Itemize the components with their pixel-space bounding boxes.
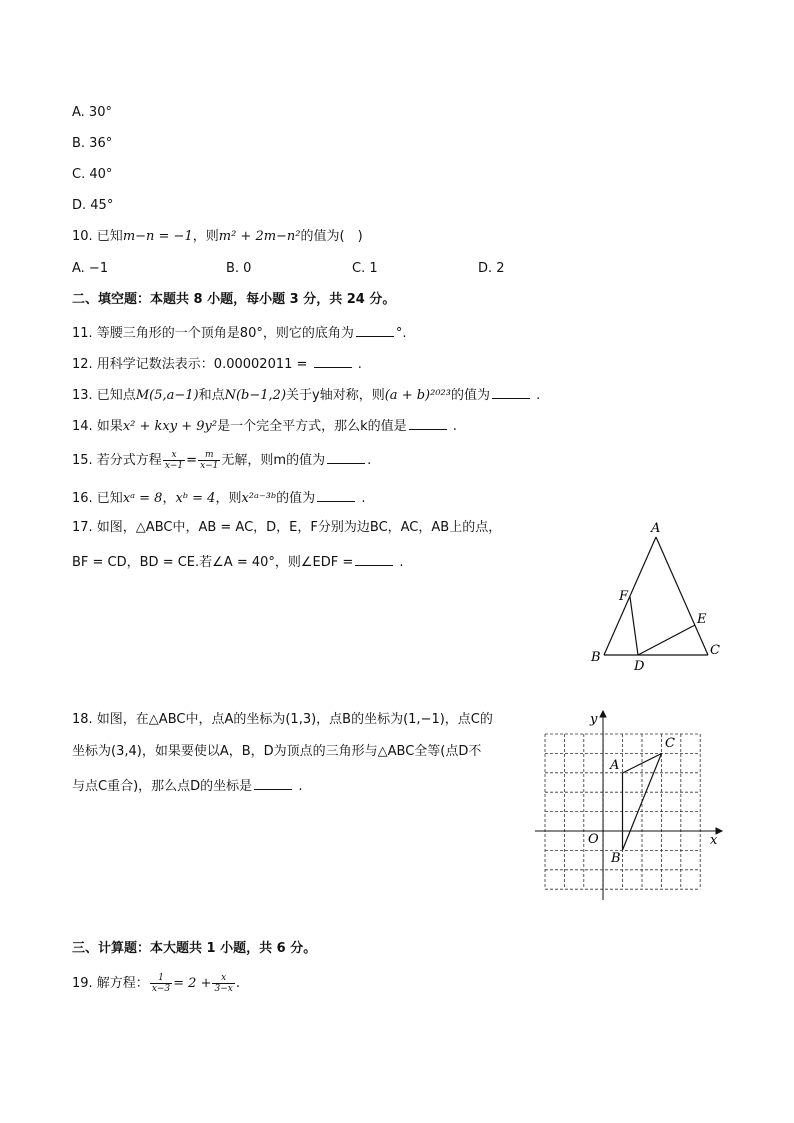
q17-segment-de xyxy=(638,625,695,655)
q16-expr-2: xᵇ = 4 xyxy=(175,491,216,506)
q15-fraction-1 xyxy=(163,450,185,471)
q13-answer-blank xyxy=(492,384,530,399)
q17-line-1: 17. 如图，△ABC中，AB = AC，D，E，F分别为边BC，AC，AB上的点， xyxy=(72,520,502,535)
q17-label-c: C xyxy=(710,643,720,658)
q16-pre: 16. 已知 xyxy=(72,491,123,506)
q14-answer-blank xyxy=(409,415,447,430)
question-15 xyxy=(72,449,371,471)
q18-coordinate-figure xyxy=(530,705,730,905)
q16-post: 的值为 xyxy=(276,491,316,506)
q10-option-c: C. 1 xyxy=(352,261,378,276)
q18-label-y: y xyxy=(590,712,598,727)
q10-expression: m² + 2m−n² xyxy=(218,229,301,244)
section-3-heading: 三、计算题：本大题共 1 小题，共 6 分。 xyxy=(72,941,317,956)
option-c: C. 40° xyxy=(72,167,113,182)
q16-end: . xyxy=(361,491,366,506)
q19-f1-numerator: 1 xyxy=(150,973,172,984)
q11-end: °. xyxy=(395,326,407,341)
q15-pre: 15. 若分式方程 xyxy=(72,453,162,468)
q17-side-ac xyxy=(656,537,708,655)
q15-answer-blank xyxy=(327,449,365,464)
q16-sep: ， xyxy=(162,491,176,506)
q18-label-b: B xyxy=(611,851,621,866)
question-16 xyxy=(72,487,365,508)
q15-post: 无解，则m的值为 xyxy=(221,453,326,468)
q10-stem-mid: ，则 xyxy=(192,229,219,244)
q18-label-c: C xyxy=(665,736,675,751)
q14-pre: 14. 如果 xyxy=(72,419,123,434)
q19-middle: = 2 + xyxy=(173,976,212,991)
question-14 xyxy=(72,415,457,436)
q15-f2-numerator: m xyxy=(198,450,220,461)
section-2-heading: 二、填空题：本题共 8 小题，每小题 3 分，共 24 分。 xyxy=(72,292,396,307)
q18-end: . xyxy=(298,779,303,794)
option-d: D. 45° xyxy=(72,198,114,213)
q13-expression: (a + b)²⁰²³ xyxy=(384,388,451,403)
q17-label-a: A xyxy=(651,521,661,536)
q17-label-d: D xyxy=(634,659,645,674)
q17-line-2: BF = CD，BD = CE.若∠A = 40°，则∠EDF = xyxy=(72,555,354,570)
q13-pre: 13. 已知点 xyxy=(72,388,136,403)
q14-expression: x² + kxy + 9y² xyxy=(122,419,218,434)
q16-expr-1: xᵃ = 8 xyxy=(122,491,163,506)
q12-text: 12. 用科学记数法表示：0.00002011 = xyxy=(72,357,308,372)
q19-pre: 19. 解方程： xyxy=(72,976,149,991)
q12-end: . xyxy=(357,357,362,372)
q19-end: . xyxy=(235,976,240,991)
question-17-line-2 xyxy=(72,551,404,572)
q18-line-1: 18. 如图，在△ABC中，点A的坐标为(1,3)，点B的坐标为(1,−1)，点C的 xyxy=(72,712,493,727)
q18-line-2: 坐标为(3,4)，如果要使以A，B，D为顶点的三角形与△ABC全等(点D不 xyxy=(72,744,482,759)
q11-answer-blank xyxy=(356,322,394,337)
q11-text: 11. 等腰三角形的一个顶角是80°，则它的底角为 xyxy=(72,326,354,341)
q10-condition: m−n = −1 xyxy=(122,229,193,244)
q16-expr-3: x²ᵃ⁻³ᵇ xyxy=(241,491,277,506)
q15-f2-denominator: x−1 xyxy=(200,461,219,471)
q10-option-b: B. 0 xyxy=(226,261,252,276)
q13-post: 的值为 xyxy=(450,388,490,403)
q16-mid: ，则 xyxy=(215,491,242,506)
q15-f1-numerator: x xyxy=(163,450,185,461)
q19-fraction-1 xyxy=(150,973,172,994)
question-18-line-3 xyxy=(72,775,302,796)
q15-equals: = xyxy=(186,453,198,468)
q17-label-e: E xyxy=(697,612,707,627)
question-10 xyxy=(72,228,363,246)
q16-answer-blank xyxy=(317,487,355,502)
q10-option-d: D. 2 xyxy=(478,261,505,276)
q14-mid: 是一个完全平方式，那么k的值是 xyxy=(217,419,407,434)
q15-fraction-2 xyxy=(198,450,220,471)
q18-label-origin: O xyxy=(588,832,599,847)
option-a: A. 30° xyxy=(72,105,112,120)
q17-triangle-figure xyxy=(580,515,730,675)
q18-answer-blank xyxy=(254,775,292,790)
q13-point-m: M(5,a−1) xyxy=(135,388,199,403)
q17-label-f: F xyxy=(619,589,629,604)
q19-fraction-2 xyxy=(212,973,234,994)
option-b: B. 36° xyxy=(72,136,113,151)
question-19 xyxy=(72,973,240,994)
q17-side-ab xyxy=(604,537,656,655)
question-12 xyxy=(72,353,362,374)
q17-answer-blank xyxy=(355,551,393,566)
q19-f2-numerator: x xyxy=(212,973,234,984)
question-11 xyxy=(72,322,407,343)
q10-option-a: A. −1 xyxy=(72,261,109,276)
q17-label-b: B xyxy=(591,650,601,665)
q18-line-3: 与点C重合)，那么点D的坐标是 xyxy=(72,779,253,794)
q18-label-x: x xyxy=(710,833,718,848)
y-axis-arrow xyxy=(600,711,606,717)
q12-answer-blank xyxy=(314,353,352,368)
q13-end: . xyxy=(536,388,541,403)
question-13 xyxy=(72,384,540,405)
q13-mid2: 关于y轴对称，则 xyxy=(286,388,385,403)
q17-segment-fd xyxy=(630,597,638,655)
q19-f1-denominator: x−3 xyxy=(151,984,171,994)
q10-stem-post: 的值为( ) xyxy=(300,229,363,244)
q13-mid: 和点 xyxy=(198,388,225,403)
q15-end: . xyxy=(367,453,372,468)
q10-stem-pre: 10. 已知 xyxy=(72,229,123,244)
q19-f2-denominator: 3−x xyxy=(214,984,233,994)
q18-label-a: A xyxy=(610,758,620,773)
q15-f1-denominator: x−1 xyxy=(164,461,184,471)
q13-point-n: N(b−1,2) xyxy=(224,388,287,403)
q17-end: . xyxy=(399,555,404,570)
q14-end: . xyxy=(452,419,457,434)
